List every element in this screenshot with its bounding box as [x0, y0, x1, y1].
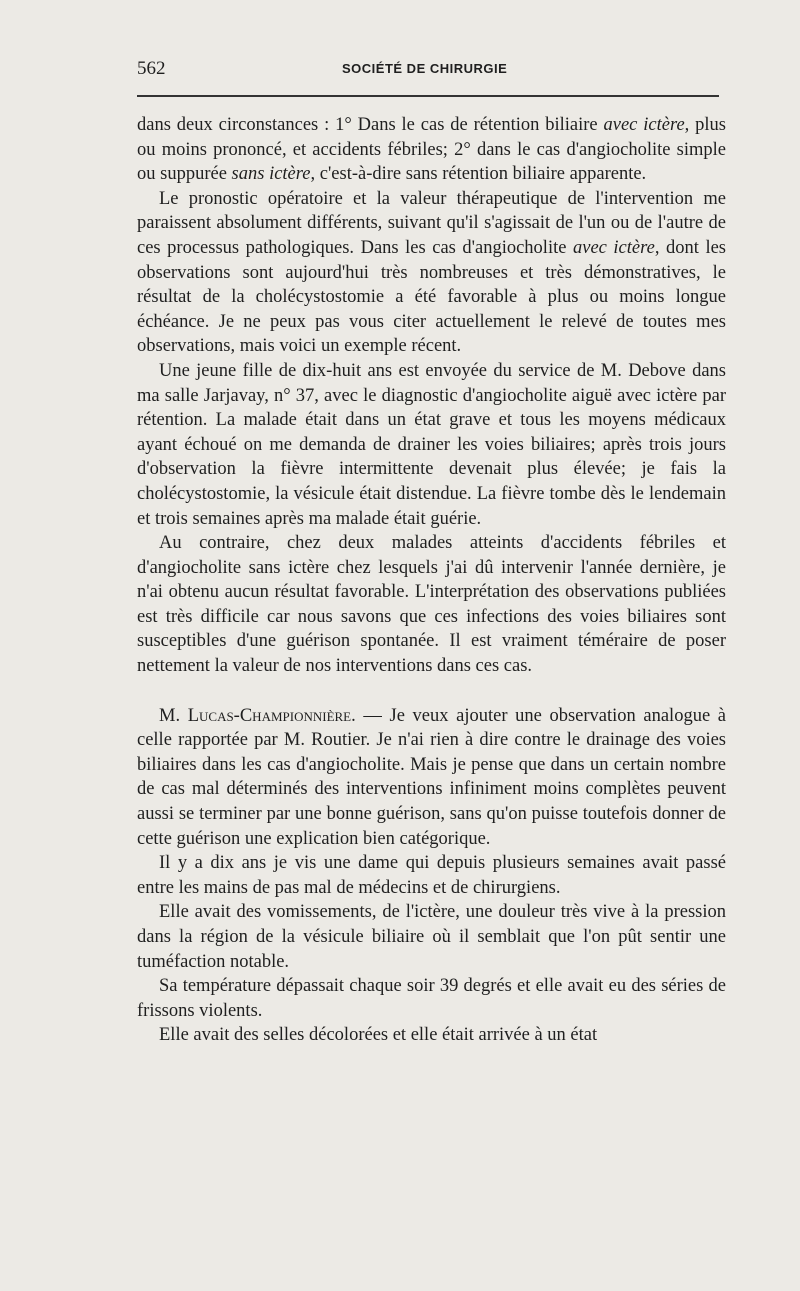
page-header	[137, 58, 719, 82]
paragraph	[137, 359, 726, 531]
paragraph	[137, 900, 726, 974]
text-run: Le pronostic opératoire et la valeur thérapeutique de l'intervention me paraissent absolument différents, suivant qu'il s'agissait de l'un ou de l'autre de ces processus pathologiques. Dans les cas d'angiocholite	[137, 188, 726, 258]
paragraph	[137, 704, 726, 852]
running-title: SOCIÉTÉ DE CHIRURGIE	[342, 61, 508, 76]
paragraph	[137, 187, 726, 359]
speaker-name: Lucas-Championnière	[187, 705, 352, 726]
paragraph	[137, 974, 726, 1023]
page-number: 562	[137, 58, 166, 79]
text-run: dans deux circonstances : 1° Dans le cas de rétention biliaire	[137, 115, 604, 135]
text-run: Au contraire, chez deux malades atteints d'accidents fébriles et d'angiocholite sans ictère chez lesquels j'ai dû intervenir l'année dernière, je n'ai obtenu aucun résultat favorable. L'interprétation des observations publiées est très difficile car nous savons que ces infections des voies biliaires sont susceptibles d'une guérison spontanée. Il est vraiment téméraire de poser nettement la valeur de nos interventions dans ces cas.	[137, 533, 726, 677]
paragraph	[137, 531, 726, 679]
italic-text: avec ictère	[572, 237, 655, 258]
text-run: . — Je veux ajouter une observation analogue à celle rapportée par M. Routier. Je n'ai rien à dire contre le drainage des voies biliaires dans les cas d'angiocholite. Mais je pense que dans un certain nombre de cas mal déterminés des interventions infiniment moins complètes peuvent aussi se terminer par une bonne guérison, sans qu'on puisse toutefois donner de cette guérison une explication bien catégorique.	[137, 705, 726, 849]
paragraph	[137, 113, 726, 187]
text-run: Une jeune fille de dix-huit ans est envoyée du service de M. Debove dans ma salle Jarjavay, n° 37, avec le diagnostic d'angiocholite aiguë avec ictère par rétention. La malade était dans un état grave et tous les moyens médicaux ayant échoué on me demanda de drainer les voies biliaires; après trois jours d'observation la fièvre intermittente devenait plus élevée; je fais la cholécystostomie, la vésicule était distendue. La fièvre tombe dès le lendemain et trois semaines après ma malade était guérie.	[137, 360, 726, 529]
italic-text: sans ictère	[231, 164, 311, 185]
text-run: Sa température dépassait chaque soir 39 degrés et elle avait eu des séries de frissons violents.	[137, 976, 726, 1021]
text-run: Elle avait des vomissements, de l'ictère, une douleur très vive à la pression dans la région de la vésicule biliaire où il semblait que l'on pût sentir une tuméfaction notable.	[137, 902, 726, 972]
italic-text: avec ictère	[603, 115, 685, 135]
paragraph	[137, 851, 726, 900]
text-run: M.	[159, 705, 188, 726]
text-run: Elle avait des selles décolorées et elle était arrivée à un état	[159, 1025, 598, 1046]
text-run: , c'est-à-dire sans rétention biliaire apparente.	[310, 164, 647, 185]
text-run: , plus ou moins prononcé, et accidents fébriles; 2° dans le cas d'angiocholite simple ou suppurée	[137, 115, 727, 185]
header-rule	[137, 95, 719, 97]
text-run: , dont les observations sont aujourd'hui très nombreuses et très démonstratives, le résultat de la cholécystostomie a été favorable à plus ou moins longue échéance. Je ne peux pas vous citer actuellement le relevé de toutes mes observations, mais voici un exemple récent.	[137, 237, 726, 357]
paragraph	[137, 1023, 726, 1048]
body-text	[137, 113, 726, 1048]
text-run: Il y a dix ans je vis une dame qui depuis plusieurs semaines avait passé entre les mains de pas mal de médecins et de chirurgiens.	[137, 853, 726, 898]
